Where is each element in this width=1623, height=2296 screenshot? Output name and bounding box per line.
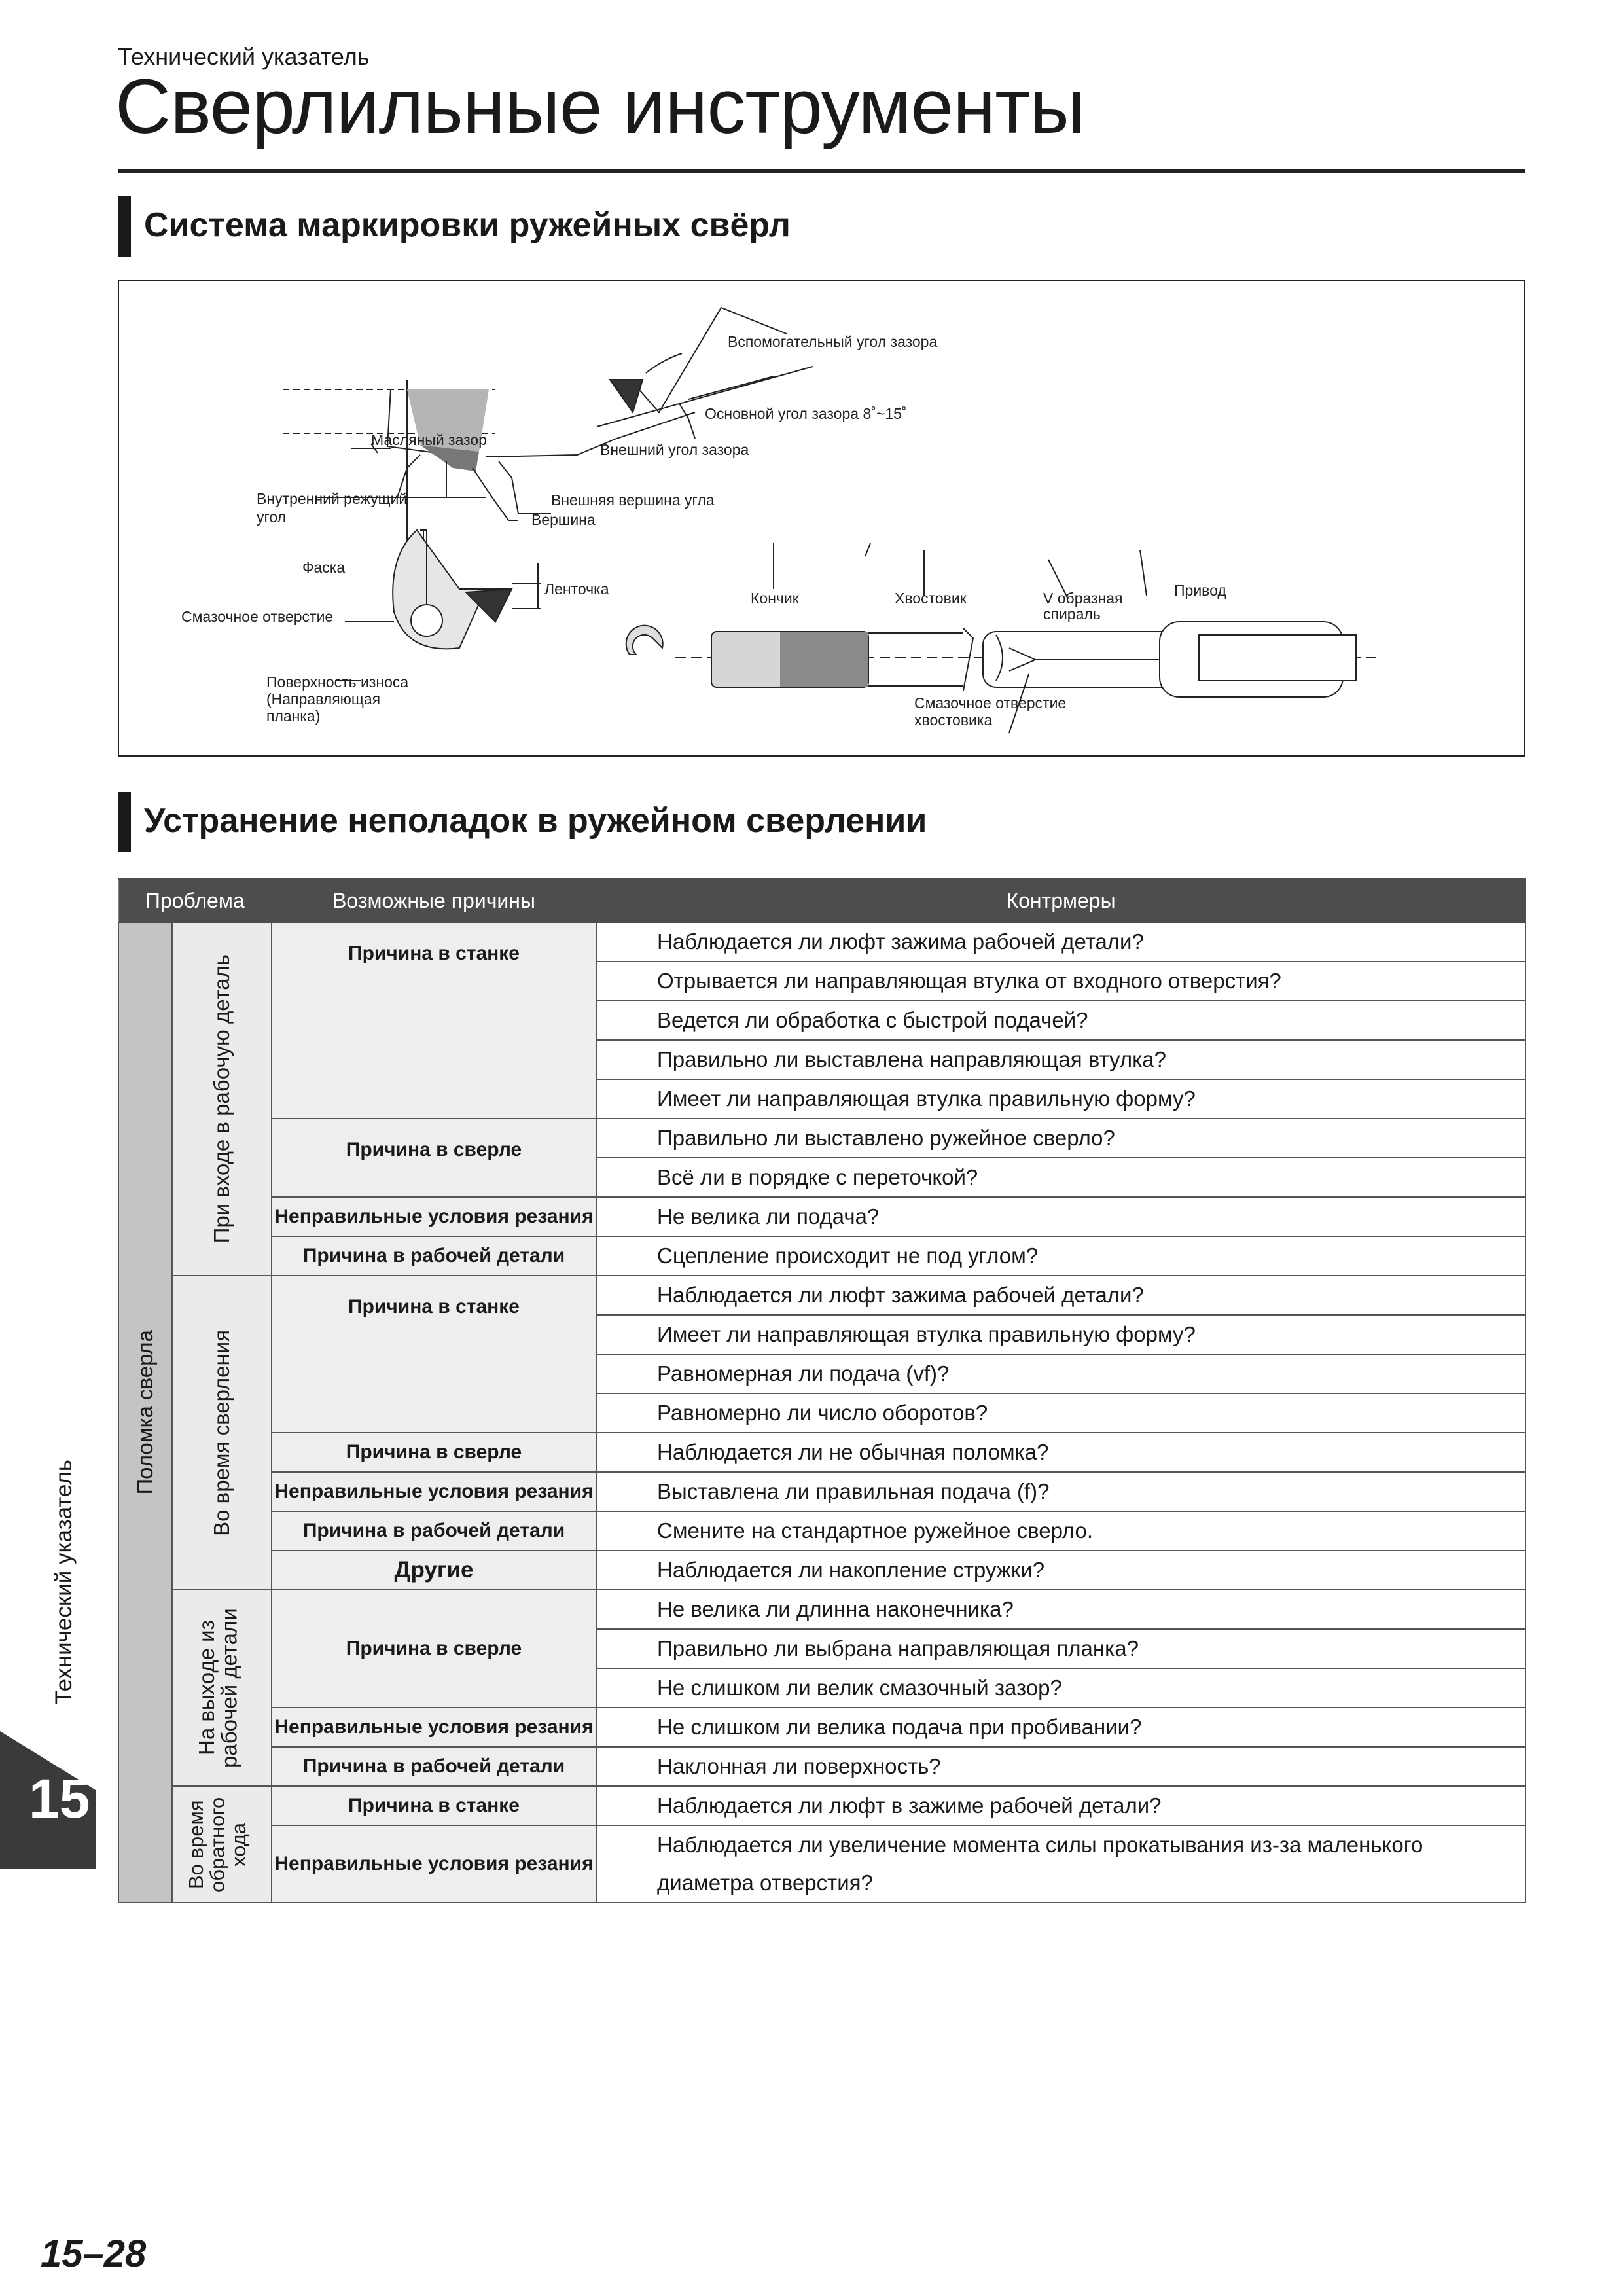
countermeasure: Правильно ли выставлена направляющая втулка? [596,1040,1525,1079]
countermeasure: Всё ли в порядке с переточкой? [596,1158,1525,1197]
sidebar-label [45,1460,84,1728]
table-row [118,1472,1525,1511]
cause-cell: Причина в станке [272,1786,596,1825]
title-rule [118,169,1525,173]
table-row [118,1825,1525,1864]
label-outer-clearance: Внешний угол зазора [600,441,749,458]
countermeasure: Правильно ли выбрана направляющая планка? [596,1629,1525,1668]
cause-cell: Причина в сверле [272,1119,596,1197]
cause-cell: Другие [272,1551,596,1590]
diagram-svg [119,281,1524,755]
page-title: Сверлильные инструменты [115,63,1085,150]
countermeasure: Наблюдается ли люфт зажима рабочей детали? [596,1276,1525,1315]
cause-cell: Неправильные условия резания [272,1197,596,1236]
problem-cell [118,922,172,1903]
table-row [118,1590,1525,1629]
table-row [118,1786,1525,1825]
label-inner-cutting-2: угол [257,509,287,526]
countermeasure: Имеет ли направляющая втулка правильную форму? [596,1315,1525,1354]
stage-cell [172,1590,272,1786]
countermeasure: Выставлена ли правильная подача (f)? [596,1472,1525,1511]
countermeasure: Наблюдается ли накопление стружки? [596,1551,1525,1590]
label-wear-3: планка) [266,708,321,725]
table-row [118,1433,1525,1472]
cause-cell: Причина в станке [272,922,596,1119]
label-v-spiral-1: V образная [1043,590,1123,607]
label-wear-2: (Направляющая [266,691,381,708]
table-row [118,1197,1525,1236]
countermeasure: Не слишком ли велика подача при пробивании? [596,1708,1525,1747]
label-aux-clearance: Вспомогательный угол зазора [728,333,938,350]
troubleshooting-table [118,878,1525,1903]
countermeasure: Отрывается ли направляющая втулка от входного отверстия? [596,961,1525,1001]
header-causes: Возможные причины [272,879,596,922]
label-apex: Вершина [531,511,596,528]
countermeasure: Правильно ли выставлено ружейное сверло? [596,1119,1525,1158]
section-bar [118,792,131,852]
cause-cell: Причина в сверле [272,1590,596,1708]
cause-cell: Неправильные условия резания [272,1708,596,1747]
countermeasure: Имеет ли направляющая втулка правильную форму? [596,1079,1525,1119]
cause-cell: Причина в рабочей детали [272,1747,596,1786]
label-shank: Хвостовик [895,590,967,607]
label-chamfer: Фаска [302,559,346,576]
table-row [118,1511,1525,1551]
section-bar [118,196,131,257]
stage-cell [172,1786,272,1903]
label-shank-hole-2: хвостовика [914,711,993,728]
countermeasure: Сцепление происходит не под углом? [596,1236,1525,1276]
label-tip: Кончик [751,590,799,607]
table-header-row [118,879,1525,922]
table-row [118,922,1525,961]
label-shank-hole-1: Смазочное отверстие [914,694,1067,711]
section-title: Устранение неполадок в ружейном сверлении [144,802,927,840]
countermeasure: Не велика ли подача? [596,1197,1525,1236]
stage-label: Во время сверления [209,1329,234,1536]
table-row [118,1551,1525,1590]
gun-drill-diagram [118,280,1525,757]
label-oil-gap: Масляный зазор [371,431,488,448]
label-v-spiral-2: спираль [1043,605,1101,622]
stage-label: На выходе из рабочей детали [194,1608,241,1768]
stage-label: Во время обратного хода [185,1797,251,1892]
header-countermeasures: Контрмеры [596,879,1525,922]
table-row [118,1276,1525,1315]
countermeasure: Ведется ли обработка с быстрой подачей? [596,1001,1525,1040]
cause-cell: Неправильные условия резания [272,1825,596,1903]
countermeasure: диаметра отверстия? [596,1864,1525,1903]
cause-cell: Неправильные условия резания [272,1472,596,1511]
label-margin: Ленточка [544,581,609,598]
stage-cell [172,922,272,1276]
countermeasure: Наклонная ли поверхность? [596,1747,1525,1786]
table-row [118,1708,1525,1747]
page-number: 15–28 [41,2233,147,2275]
cause-cell: Причина в сверле [272,1433,596,1472]
label-lube-hole: Смазочное отверстие [181,608,334,625]
label-wear-1: Поверхность износа [266,673,409,691]
cause-cell: Причина в рабочей детали [272,1511,596,1551]
countermeasure: Наблюдается ли люфт зажима рабочей детали? [596,922,1525,961]
label-drive: Привод [1174,582,1226,599]
label-main-clearance: Основной угол зазора 8˚~15˚ [705,405,907,422]
countermeasure: Смените на стандартное ружейное сверло. [596,1511,1525,1551]
problem-label: Поломка сверла [132,1330,157,1495]
countermeasure: Наблюдается ли увеличение момента силы прокатывания из-за маленького [596,1825,1525,1864]
label-outer-corner: Внешняя вершина угла [551,492,715,509]
sidebar-label-text: Технический указатель [50,1460,77,1704]
label-inner-cutting-1: Внутренний режущий [257,490,408,507]
countermeasure: Не велика ли длинна наконечника? [596,1590,1525,1629]
stage-label: При входе в рабочую деталь [209,954,234,1244]
section-title: Система маркировки ружейных свёрл [144,206,791,244]
header-kicker: Технический указатель [118,43,370,70]
table-row [118,1236,1525,1276]
table-row [118,1119,1525,1158]
header-problem: Проблема [118,879,272,922]
countermeasure: Равномерная ли подача (vf)? [596,1354,1525,1393]
countermeasure: Не слишком ли велик смазочный зазор? [596,1668,1525,1708]
cause-cell: Причина в станке [272,1276,596,1433]
table-row [118,1747,1525,1786]
countermeasure: Наблюдается ли не обычная поломка? [596,1433,1525,1472]
chapter-number: 15 [29,1768,90,1829]
cause-cell: Причина в рабочей детали [272,1236,596,1276]
countermeasure: Наблюдается ли люфт в зажиме рабочей детали? [596,1786,1525,1825]
stage-cell [172,1276,272,1590]
countermeasure: Равномерно ли число оборотов? [596,1393,1525,1433]
